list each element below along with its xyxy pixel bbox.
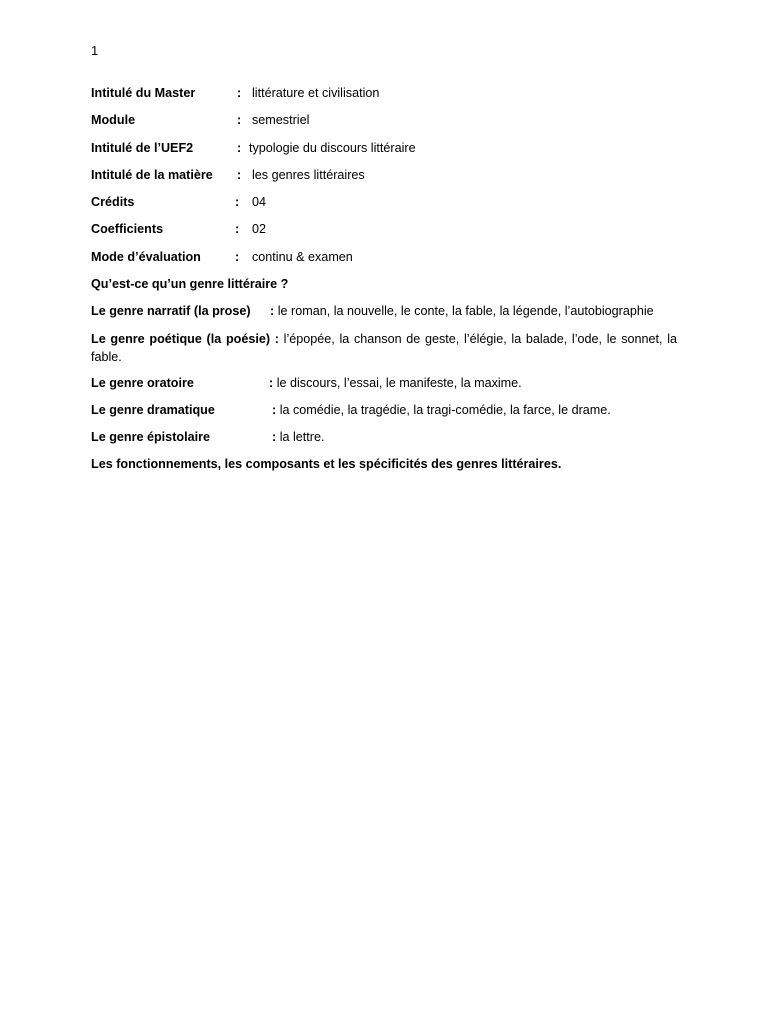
genre-label: Le genre dramatique <box>91 403 215 418</box>
info-value: 02 <box>252 222 267 237</box>
info-row-module <box>91 112 677 128</box>
info-value: continu & examen <box>252 249 353 264</box>
genre-row-narratif <box>91 303 677 319</box>
info-label: Intitulé de la matière <box>91 167 213 182</box>
genre-row-epistolaire <box>91 429 677 445</box>
info-colon: : <box>237 167 242 182</box>
genre-row-dramatique <box>91 402 677 418</box>
info-label: Intitulé du Master <box>91 86 196 100</box>
info-value: typologie du discours littéraire <box>249 140 416 155</box>
genre-examples: l’épopée, la chanson de geste, l’élégie, la balade, l’ode, le sonnet, la fable. <box>91 332 678 365</box>
genre-examples: la comédie, la tragédie, la tragi-comédie, la farce, le drame. <box>279 403 611 418</box>
document-body <box>91 85 677 472</box>
genre-label: Le genre poétique (la poésie) <box>91 332 271 347</box>
genre-colon: : <box>274 332 279 347</box>
genre-examples: le roman, la nouvelle, le conte, la fable, la légende, l’autobiographie <box>277 304 654 319</box>
genre-row-poetique <box>91 330 677 366</box>
info-colon: : <box>235 222 240 237</box>
genre-value-line <box>272 429 325 445</box>
genre-label: Le genre narratif (la prose) <box>91 304 251 319</box>
genre-row-oratoire <box>91 375 677 391</box>
closing-heading: Les fonctionnements, les composants et les spécificités des genres littéraires. <box>91 457 562 472</box>
info-colon: : <box>237 140 242 155</box>
genre-examples: la lettre. <box>279 430 325 445</box>
genre-colon: : <box>272 403 277 418</box>
info-row-evaluation <box>91 249 677 265</box>
genre-value-line <box>269 375 522 391</box>
info-colon: : <box>235 195 240 210</box>
info-value: les genres littéraires <box>252 167 365 182</box>
info-label: Mode d’évaluation <box>91 249 201 264</box>
question-heading: Qu’est-ce qu’un genre littéraire ? <box>91 277 289 292</box>
info-row-coefficients <box>91 221 677 237</box>
genre-colon: : <box>269 376 274 391</box>
info-value: littérature et civilisation <box>252 86 380 100</box>
info-value: 04 <box>252 195 267 210</box>
genre-value-line <box>272 402 611 418</box>
info-value: semestriel <box>252 113 310 128</box>
info-colon: : <box>237 113 242 128</box>
genre-label: Le genre oratoire <box>91 376 194 391</box>
info-label: Coefficients <box>91 222 164 237</box>
info-label: Module <box>91 113 136 128</box>
info-row-matiere <box>91 167 677 183</box>
info-colon: : <box>235 249 240 264</box>
genre-examples: le discours, l’essai, le manifeste, la maxime. <box>276 376 522 391</box>
info-label: Crédits <box>91 195 135 210</box>
info-colon: : <box>237 86 242 100</box>
info-label: Intitulé de l’UEF2 <box>91 140 194 155</box>
genre-label: Le genre épistolaire <box>91 430 210 445</box>
info-row-master <box>91 85 677 101</box>
genre-value-line <box>270 303 654 319</box>
info-row-uef2 <box>91 140 677 156</box>
genre-colon: : <box>270 304 275 319</box>
info-row-credits <box>91 194 677 210</box>
page-number: 1 <box>91 43 99 58</box>
genre-colon: : <box>272 430 277 445</box>
